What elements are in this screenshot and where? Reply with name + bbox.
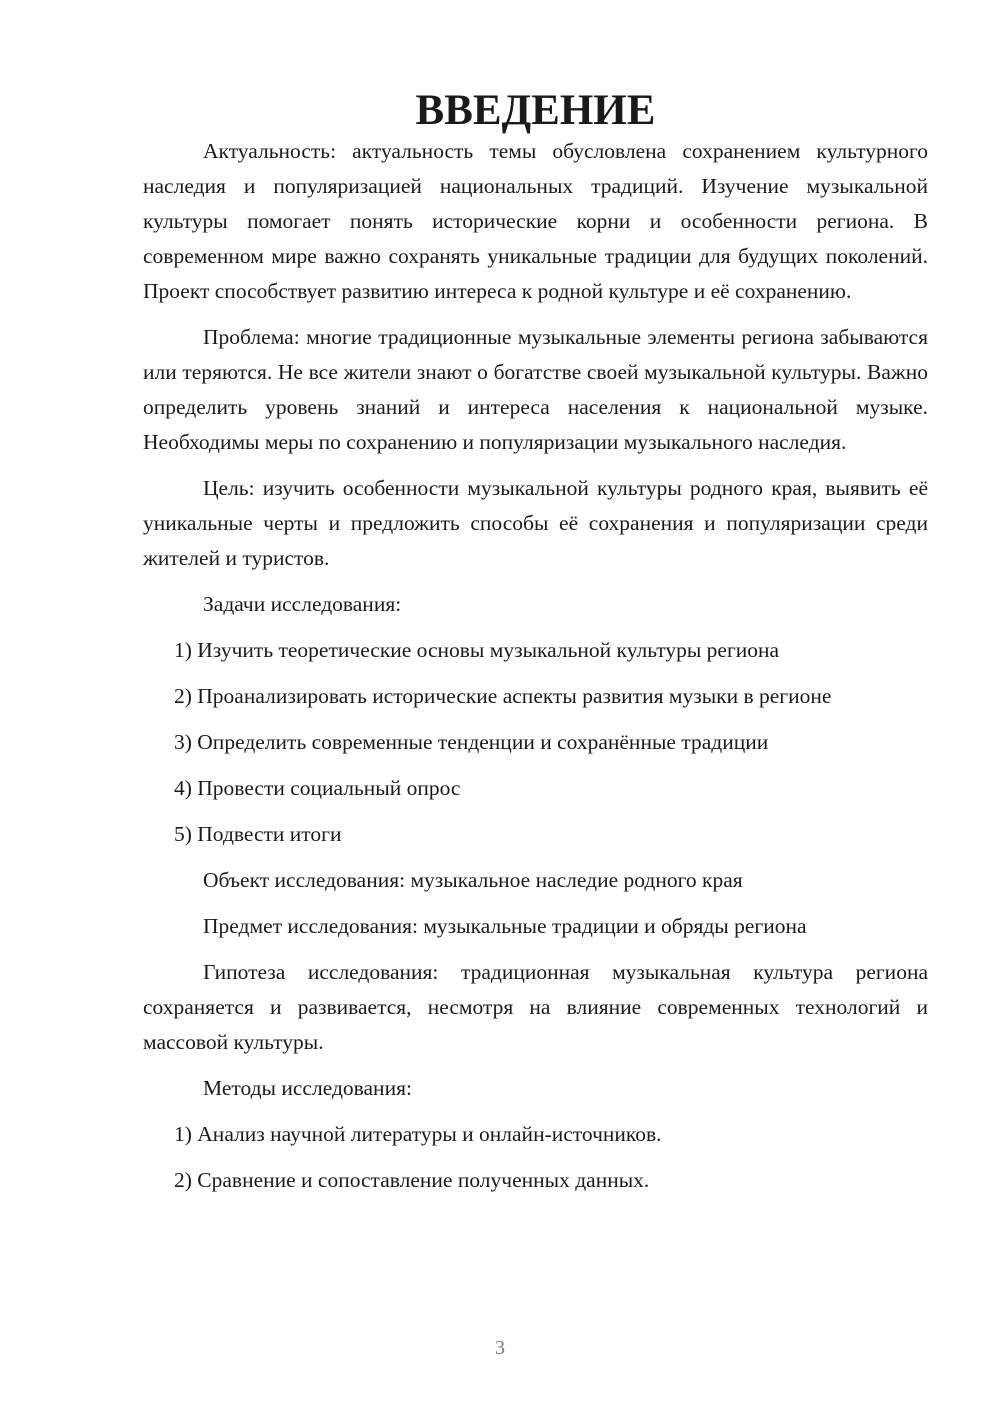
problem-paragraph: Проблема: многие традиционные музыкальные элементы региона забываются или теряются. Не все жители знают о богатстве своей музыкальной культуры. Важно определить уровень знаний и интереса населения к национальной музыке. Необходимы меры по сохранению и популяризации музыкального наследия. xyxy=(143,325,928,454)
subject-paragraph: Предмет исследования: музыкальные традиции и обряды региона xyxy=(203,914,807,938)
tasks-heading: Задачи исследования: xyxy=(203,592,402,616)
task-item-2: 2) Проанализировать исторические аспекты развития музыки в регионе xyxy=(174,684,832,708)
page-content xyxy=(143,87,928,1209)
task-item-5: 5) Подвести итоги xyxy=(174,822,342,846)
methods-heading: Методы исследования: xyxy=(203,1076,412,1100)
task-item-4: 4) Провести социальный опрос xyxy=(174,776,461,800)
hypothesis-paragraph: Гипотеза исследования: традиционная музыкальная культура региона сохраняется и развивается, несмотря на влияние современных технологий и массовой культуры. xyxy=(143,960,928,1054)
task-item-1: 1) Изучить теоретические основы музыкальной культуры региона xyxy=(174,638,780,662)
object-paragraph: Объект исследования: музыкальное наследие родного края xyxy=(203,868,743,892)
page-number: 3 xyxy=(495,1337,505,1359)
relevance-paragraph: Актуальность: актуальность темы обусловлена сохранением культурного наследия и популяризацией национальных традиций. Изучение музыкальной культуры помогает понять исторические корни и особенности региона. В современном мире важно сохранять уникальные традиции для будущих поколений. Проект способствует развитию интереса к родной культуре и её сохранению. xyxy=(143,139,928,303)
method-item-2: 2) Сравнение и сопоставление полученных данных. xyxy=(174,1168,650,1192)
page-title: ВВЕДЕНИЕ xyxy=(415,87,656,134)
method-item-1: 1) Анализ научной литературы и онлайн-источников. xyxy=(174,1122,662,1146)
task-item-3: 3) Определить современные тенденции и сохранённые традиции xyxy=(174,730,769,754)
goal-paragraph: Цель: изучить особенности музыкальной культуры родного края, выявить её уникальные черты и предложить способы её сохранения и популяризации среди жителей и туристов. xyxy=(143,476,928,570)
